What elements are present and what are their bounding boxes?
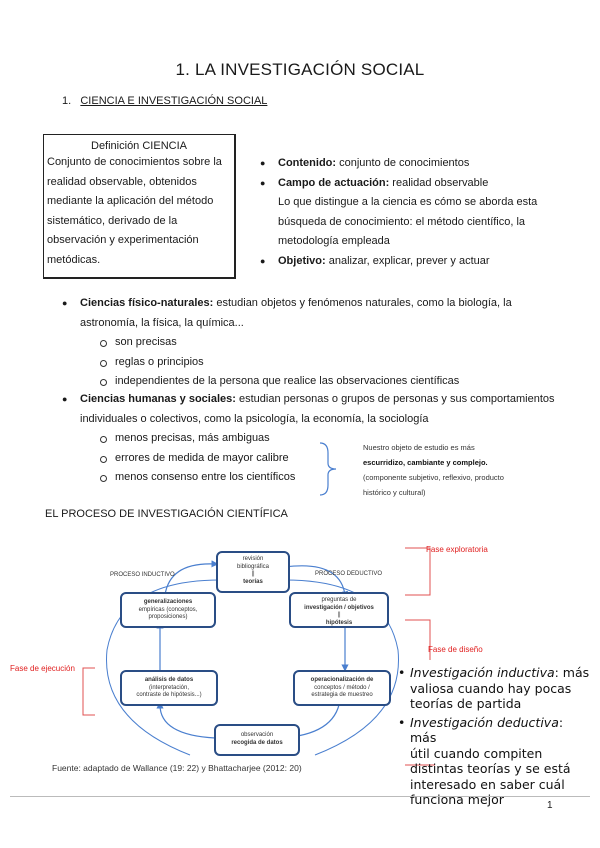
node-generalizaciones: generalizaciones empíricas (conceptos, proposiciones) (120, 592, 216, 628)
footer-divider (10, 796, 590, 797)
definition-line: metódicas. (47, 253, 101, 266)
circle-bullet-icon (100, 379, 107, 386)
list-item: ● Objetivo: analizar, explicar, prever y actuar (260, 252, 590, 272)
bullet-icon: • (398, 665, 406, 680)
definition-line: mediante la aplicación del método (47, 195, 214, 207)
circle-bullet-icon (100, 456, 107, 463)
fase-exploratoria-label: Fase exploratoria (426, 545, 488, 554)
node-operacionalizacion: operacionalización de conceptos / método / estrategia de muestreo (293, 670, 391, 706)
page-title: 1. LA INVESTIGACIÓN SOCIAL (175, 60, 425, 79)
circle-bullet-icon (100, 340, 107, 347)
continuation-text: Lo que distingue a la ciencia es cómo se aborda esta búsqueda de conocimiento: el método científico, la metodología empleada (278, 196, 538, 247)
section-label: CIENCIA E INVESTIGACIÓN SOCIAL (80, 95, 268, 107)
bullet-icon: ● (260, 158, 266, 168)
bullet-icon: ● (260, 255, 266, 266)
definition-line: Conjunto de conocimientos sobre la (47, 156, 222, 168)
definition-body (44, 153, 234, 270)
side-note: Nuestro objeto de estudio es más escurridizo, cambiante y complejo. (componente subjetivo, reflexivo, producto histórico y cultural) (363, 443, 504, 497)
sub-list-item: menos precisas, más ambiguas (62, 429, 582, 449)
definition-line: realidad observable, obtenidos (47, 175, 197, 188)
definition-line: sistemático, derivado de la (47, 214, 178, 227)
section-heading-proceso: EL PROCESO DE INVESTIGACIÓN CIENTÍFICA (45, 508, 288, 520)
inductive-deductive-notes (398, 665, 590, 808)
bullet-icon: ● (260, 177, 266, 188)
definition-line: observación y experimentación (47, 234, 199, 246)
science-features-list (260, 154, 590, 271)
page-number: 1 (547, 800, 553, 811)
list-item: • Investigación deductiva: más útil cuando compiten distintas teorías y se está interesado en saber cuál funciona mejor (398, 714, 571, 807)
list-item: ● Ciencias humanas y sociales: estudian personas o grupos de personas y sus comportamientos (62, 390, 582, 410)
bullet-icon: ● (62, 298, 68, 308)
list-item: ● Campo de actuación: realidad observable (260, 174, 590, 194)
node-preguntas-investigacion: preguntas de investigación / objetivos || hipótesis (289, 592, 389, 628)
sub-list-item: menos consenso entre los científicos (62, 468, 582, 488)
bullet-icon: • (398, 714, 406, 730)
sub-list-item: errores de medida de mayor calibre (62, 449, 582, 469)
circle-bullet-icon (100, 360, 107, 367)
section-number: 1. (62, 95, 72, 107)
sub-list-item: reglas o principios (62, 353, 582, 373)
list-item: ● Contenido: conjunto de conocimientos (260, 154, 590, 174)
ciencias-fisico-naturales (62, 294, 582, 392)
definition-box (43, 134, 236, 279)
node-revision-bibliografica: revisión bibliográfica || teorías (216, 551, 290, 593)
bullet-icon: ● (62, 394, 68, 404)
sub-list-item: independientes de la persona que realice las observaciones científicas (62, 372, 582, 392)
label-proceso-deductivo: PROCESO DEDUCTIVO (315, 571, 383, 577)
fase-diseno-label: Fase de diseño (428, 645, 483, 654)
list-item-continuation: astronomía, la física, la química... (80, 316, 244, 329)
circle-bullet-icon (100, 475, 107, 482)
node-observacion: observación recogida de datos (214, 724, 300, 756)
brace-icon (318, 441, 340, 497)
figure-source: Fuente: adaptado de Wallance (19: 22) y Bhattacharjee (2012: 20) (52, 763, 302, 773)
sub-list-item: son precisas (62, 333, 582, 353)
node-analisis-datos: análisis de datos (interpretación, contraste de hipótesis...) (120, 670, 218, 706)
label-proceso-inductivo: PROCESO INDUCTIVO (110, 572, 175, 578)
fase-ejecucion-label: Fase de ejecución (10, 664, 75, 673)
list-item-continuation: individuales o colectivos, como la psicología, la economía, la sociología (80, 412, 429, 425)
section-heading-ciencia (62, 95, 267, 107)
list-item: • Investigación inductiva: más valiosa cuando hay pocas teorías de partida (398, 665, 590, 711)
circle-bullet-icon (100, 436, 107, 443)
research-process-figure (10, 540, 590, 807)
list-item: ● Ciencias físico-naturales: estudian objetos y fenómenos naturales, como la biología, la (62, 294, 582, 314)
definition-title: Definición CIENCIA (91, 140, 187, 152)
